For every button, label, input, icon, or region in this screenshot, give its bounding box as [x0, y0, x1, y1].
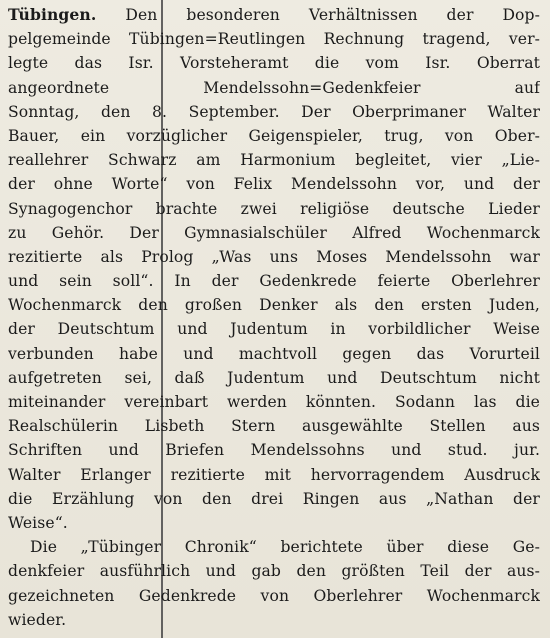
article-line: aufgetreten sei, daß Judentum und Deutschtum nicht [8, 368, 540, 387]
article-line: der ohne Worte“ von Felix Mendelssohn vor, und der [8, 175, 540, 194]
article-line-text: Den besonderen Verhältnissen der Dop- [125, 6, 540, 24]
article-line: Schriften und Briefen Mendelssohns und stud. jur. [8, 441, 540, 460]
article-line: Die „Tübinger Chronik“ berichtete über diese Ge- [30, 538, 540, 557]
article-line: reallehrer Schwarz am Harmonium begleitet, vier „Lie- [8, 151, 540, 170]
article-line: miteinander vereinbart werden könnten. Sodann las die [8, 393, 540, 411]
article-line: Synagogenchor brachte zwei religiöse deutsche Lieder [8, 199, 540, 218]
article-line: gezeichneten Gedenkrede von Oberlehrer Wochenmarck [8, 586, 540, 605]
article-line: denkfeier ausführlich und gab den größten Teil der aus- [8, 562, 540, 581]
article-line: legte das Isr. Vorsteheramt die vom Isr. Oberrat [8, 54, 540, 73]
article-line [8, 3, 540, 27]
article-line: rezitierte als Prolog „Was uns Moses Mendelssohn war [8, 247, 540, 266]
article-line: Weise“. [8, 513, 68, 532]
article-line: zu Gehör. Der Gymnasialschüler Alfred Wochenmarck [8, 223, 540, 242]
article-line: Walter Erlanger rezitierte mit hervorragendem Ausdruck [8, 465, 540, 484]
article-line: pelgemeinde Tübingen=Reutlingen Rechnung tragend, ver- [8, 30, 540, 49]
article-line: verbunden habe und machtvoll gegen das Vorurteil [8, 344, 540, 363]
article-line: angeordnete Mendelssohn=Gedenkfeier auf [8, 78, 540, 97]
article-line: Sonntag, den 8. September. Der Oberprimaner Walter [8, 102, 540, 121]
article-line: die Erzählung von den drei Ringen aus „Nathan der [8, 489, 540, 508]
article-line: Bauer, ein vorzüglicher Geigenspieler, trug, von Ober- [8, 126, 540, 145]
article-line: Realschülerin Lisbeth Stern ausgewählte Stellen aus [8, 417, 540, 436]
article-line: der Deutschtum und Judentum in vorbildlicher Weise [8, 320, 540, 339]
dateline: Tübingen. [8, 5, 97, 24]
article-line: Wochenmarck den großen Denker als den ersten Juden, [8, 296, 540, 315]
article [8, 3, 540, 632]
article-line: und sein soll“. In der Gedenkrede feierte Oberlehrer [8, 272, 540, 291]
article-line: wieder. [8, 610, 67, 629]
